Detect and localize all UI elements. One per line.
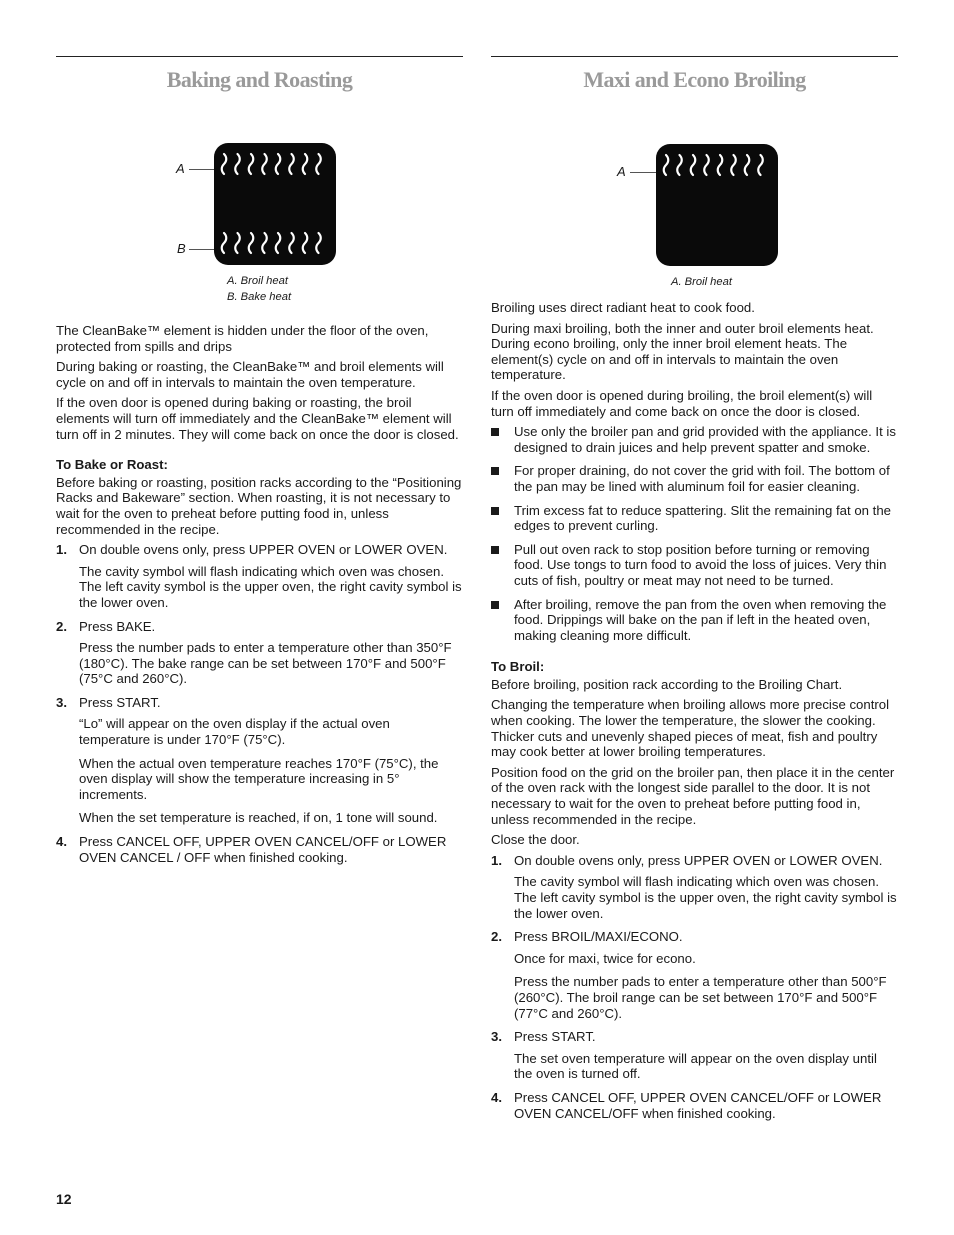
oven-cavity-icon: [656, 144, 778, 266]
broiling-tips-list: [491, 424, 898, 643]
diagram-label-a: A: [176, 161, 185, 176]
caption-bake-heat: B. Bake heat: [227, 291, 292, 303]
bake-intro: Before baking or roasting, position racks according to the “Positioning Racks and Bakeware” section. When roasting, it is not necessary to wait for the oven to preheat before putting food in, unless recommended in the recipe.: [56, 474, 462, 537]
step-item: [491, 1029, 898, 1082]
diagram-label-b: B: [177, 241, 186, 256]
bullet-item: [491, 597, 898, 644]
step-item: [56, 542, 463, 610]
step-note: “Lo” will appear on the oven display if the actual oven temperature is under 170°F (75°C).: [79, 716, 390, 748]
step-number: 2.: [56, 618, 67, 634]
right-column: [491, 56, 898, 1129]
step-text: Press BROIL/MAXI/ECONO.: [514, 929, 683, 945]
bullet-item: [491, 503, 898, 534]
section-rule: [56, 56, 463, 57]
bullet-text: After broiling, remove the pan from the oven when removing the food. Drippings will bake on the pan if left in the heated oven, making cleaning more difficult.: [514, 596, 887, 643]
section-rule: [491, 56, 898, 57]
step-item: [491, 1090, 898, 1121]
intro-paragraphs: [491, 300, 898, 419]
step-text: Press START.: [514, 1029, 596, 1045]
subheading-broil: To Broil:: [491, 659, 545, 675]
bullet-square-icon: [491, 428, 499, 436]
step-text: On double ovens only, press UPPER OVEN or LOWER OVEN.: [514, 852, 883, 868]
paragraph: The CleanBake™ element is hidden under the floor of the oven, protected from spills and drips: [56, 323, 429, 354]
intro-paragraphs: [56, 323, 463, 442]
step-number: 2.: [491, 929, 502, 945]
bullet-text: Trim excess fat to reduce spattering. Slit the remaining fat on the edges to prevent curling.: [514, 502, 892, 534]
step-note: The cavity symbol will flash indicating which oven was chosen. The left cavity symbol is the upper oven, the right cavity symbol is the lower oven.: [79, 563, 462, 610]
left-column: [56, 56, 463, 873]
step-item: [491, 853, 898, 921]
step-number: 3.: [491, 1029, 502, 1045]
caption-broil-heat: A. Broil heat: [671, 276, 732, 288]
step-number: 3.: [56, 694, 67, 710]
step-text: Press CANCEL OFF, UPPER OVEN CANCEL/OFF or LOWER OVEN CANCEL / OFF when finished cooking.: [79, 834, 447, 865]
oven-diagram-baking: [56, 94, 463, 260]
subheading-bake-roast: To Bake or Roast:: [56, 457, 168, 473]
bake-steps-list: [56, 542, 463, 865]
figure-caption: [56, 273, 463, 305]
section-heading-broiling: Maxi and Econo Broiling: [583, 67, 806, 92]
step-text: Press START.: [79, 694, 161, 710]
bullet-text: Use only the broiler pan and grid provided with the appliance. It is designed to drain juices and help prevent spatter and smoke.: [514, 424, 896, 455]
step-item: [491, 929, 898, 1021]
broil-intro: Changing the temperature when broiling allows more precise control when cooking. The lower the temperature, the slower the cooking. Thicker cuts and unevenly shaped pieces of meat, fish and poultry may cook better at lower broiling temperatures.: [491, 697, 890, 760]
bullet-square-icon: [491, 467, 499, 475]
bullet-item: [491, 424, 898, 455]
broil-intro: Before broiling, position rack according to the Broiling Chart.: [491, 676, 843, 692]
caption-broil-heat: A. Broil heat: [227, 275, 288, 287]
paragraph: If the oven door is opened during baking or roasting, the broil elements will turn off immediately and the CleanBake™ element will turn off in 2 minutes. They will come back on once the door is closed.: [56, 395, 459, 442]
diagram-label-a: A: [617, 164, 626, 179]
section-heading-baking: Baking and Roasting: [166, 67, 353, 92]
broil-intro: Close the door.: [491, 832, 580, 848]
bullet-text: Pull out oven rack to stop position before turning or removing food. Use tongs to turn food to avoid the loss of juices. Very thin cuts of fish, poultry or meat may not need to be turned.: [514, 541, 887, 588]
step-note: The set oven temperature will appear on the oven display until the oven is turned off.: [514, 1050, 877, 1082]
step-note: Press the number pads to enter a temperature other than 500°F (260°C). The broil range can be set between 170°F and 500°F (77°C and 260°C).: [514, 974, 887, 1021]
step-note: When the actual oven temperature reaches 170°F (75°C), the oven display will show the temperature increasing in 5° increments.: [79, 755, 439, 802]
step-note: When the set temperature is reached, if on, 1 tone will sound.: [79, 810, 438, 826]
paragraph: If the oven door is opened during broiling, the broil element(s) will turn off immediately and come back on once the door is closed.: [491, 387, 873, 419]
oven-diagram-broiling: [491, 94, 898, 236]
broil-steps-list: [491, 853, 898, 1121]
figure-caption: [491, 274, 898, 290]
step-number: 4.: [491, 1089, 502, 1105]
step-number: 1.: [491, 852, 502, 868]
step-note: Press the number pads to enter a temperature other than 350°F (180°C). The bake range can be set between 170°F and 500°F (75°C and 260°C).: [79, 640, 452, 687]
step-item: [56, 695, 463, 826]
step-item: [56, 834, 463, 865]
step-note: The cavity symbol will flash indicating which oven was chosen. The left cavity symbol is the upper oven, the right cavity symbol is the lower oven.: [514, 874, 897, 921]
page-number: 12: [56, 1191, 72, 1207]
oven-cavity-icon: [214, 143, 336, 265]
bullet-item: [491, 463, 898, 494]
step-text: Press CANCEL OFF, UPPER OVEN CANCEL/OFF or LOWER OVEN CANCEL/OFF when finished cooking.: [514, 1089, 882, 1121]
bullet-text: For proper draining, do not cover the grid with foil. The bottom of the pan may be lined with aluminum foil for easier cleaning.: [514, 463, 890, 494]
step-text: On double ovens only, press UPPER OVEN or LOWER OVEN.: [79, 542, 448, 558]
bullet-square-icon: [491, 507, 499, 515]
step-note: Once for maxi, twice for econo.: [514, 950, 696, 966]
bullet-square-icon: [491, 601, 499, 609]
step-text: Press BAKE.: [79, 618, 156, 634]
paragraph: During maxi broiling, both the inner and outer broil elements heat. During econo broiling, only the inner broil element heats. The element(s) cycle on and off in intervals to maintain the oven temperature.: [491, 320, 874, 383]
bullet-item: [491, 542, 898, 589]
broil-intro: Position food on the grid on the broiler pan, then place it in the center of the oven rack with the longest side parallel to the door. It is not necessary to wait for the oven to preheat before putting food in, unless recommended in the recipe.: [491, 764, 895, 827]
paragraph: Broiling uses direct radiant heat to cook food.: [491, 300, 755, 315]
step-number: 4.: [56, 834, 67, 850]
step-number: 1.: [56, 542, 67, 558]
bullet-square-icon: [491, 546, 499, 554]
step-item: [56, 619, 463, 687]
paragraph: During baking or roasting, the CleanBake™ and broil elements will cycle on and off in intervals to maintain the oven temperature.: [56, 359, 444, 390]
